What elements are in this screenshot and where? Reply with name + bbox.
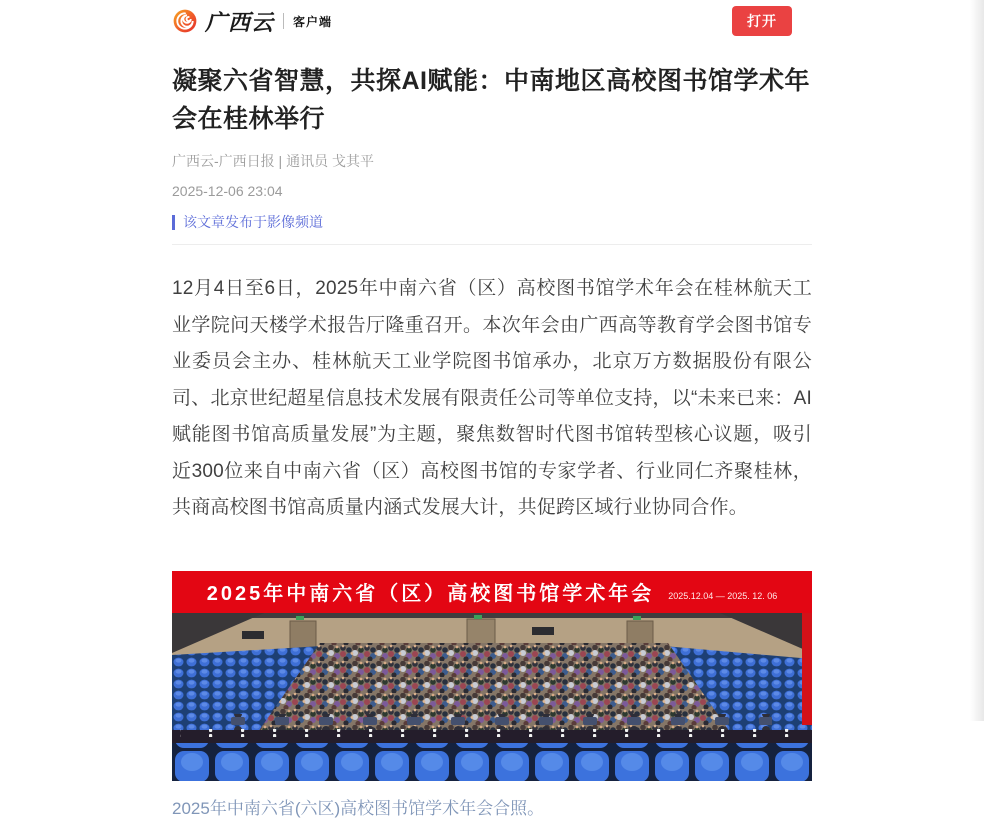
brand-suffix-label: 客户端 <box>293 14 333 29</box>
article-photo[interactable] <box>172 571 812 781</box>
page-edge-shadow <box>970 0 984 721</box>
article-title: 凝聚六省智慧，共探AI赋能：中南地区高校图书馆学术年会在桂林举行 <box>172 67 811 133</box>
photo-banner-dates: 2025.12.04 — 2025. 12. 06 <box>668 590 778 601</box>
article-body-paragraph: 12月4日至6日，2025年中南六省（区）高校图书馆学术年会在桂林航天工业学院问天楼学术报告厅隆重召开。本次年会由广西高等教育学会图书馆专业委员会主办、桂林航天工业学院图书馆承办，北京万方数据股份有限公司、北京世纪超星信息技术发展有限责任公司等单位支持，以“未来已来：AI赋能图书馆高质量发展”为主题，聚焦数智时代图书馆转型核心议题，吸引近300位来自中南六省（区）高校图书馆的专家学者、行业同仁齐聚桂林，共商高校图书馆高质量内涵式发展大计，共促跨区域行业协同合作。 <box>172 278 812 518</box>
brand-swirl-icon <box>172 8 198 34</box>
open-app-button[interactable]: 打开 <box>732 6 792 36</box>
photo-banner-title: 2025年中南六省（区）高校图书馆学术年会 <box>206 583 655 605</box>
article-byline: 广西云-广西日报 | 通讯员 戈其平 <box>172 153 374 169</box>
brand-logo[interactable] <box>172 6 332 37</box>
top-bar <box>172 0 812 34</box>
brand-name: 广西云 <box>205 9 275 36</box>
photo-caption: 2025年中南六省(六区)高校图书馆学术年会合照。 <box>172 798 545 818</box>
channel-notice-link[interactable]: 该文章发布于影像频道 <box>172 215 323 230</box>
brand-divider <box>283 13 284 29</box>
article-datetime: 2025-12-06 23:04 <box>172 183 283 199</box>
photo-banner <box>172 571 812 613</box>
article-page <box>172 0 812 819</box>
auditorium-photo-graphic <box>172 613 812 781</box>
header-divider <box>172 244 812 245</box>
